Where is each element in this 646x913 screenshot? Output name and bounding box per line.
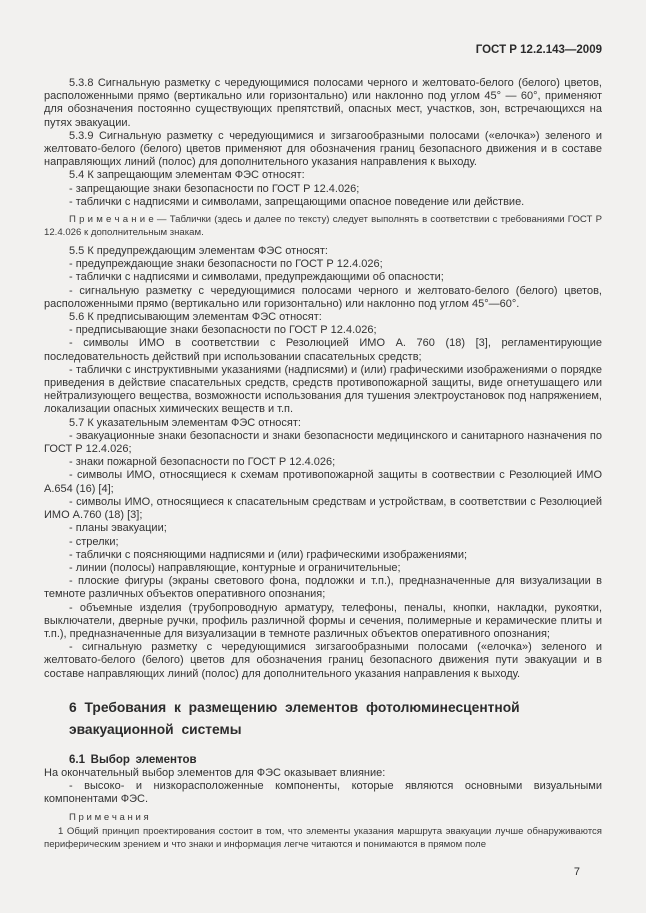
list-item: - запрещающие знаки безопасности по ГОСТ Р 12.4.026;: [69, 182, 360, 195]
subsection-6-1-heading: 6.1 Выбор элементов: [69, 753, 197, 766]
paragraph-5-7: 5.7 К указательным элементам ФЭС относят:: [69, 416, 301, 429]
paragraph-5-3-9: 5.3.9 Сигнальную разметку с чередующимися и зигзагообразными полосами («елочка») зеленого и желтовато-белого (белого) цветов применяют для обозначения границ безопасного движения и в составе направляющих линий (полос) для дополнительного указания направления к выходу.: [44, 129, 602, 169]
section-6-heading: 6 Требования к размещению элементов фотолюминесцентной эвакуационной системы: [69, 699, 520, 737]
list-item: - таблички с поясняющими надписями и (или) графическими изображениями;: [69, 548, 468, 561]
list-item: - планы эвакуации;: [69, 522, 167, 535]
list-item: - символы ИМО в соответствии с Резолюцией ИМО А. 760 (18) [3], регламентирующие последовательность действий при использовании спасательных средств;: [44, 337, 602, 363]
paragraph-5-6: 5.6 К предписывающим элементам ФЭС относят:: [69, 311, 322, 324]
list-item: - высоко- и низкорасположенные компоненты, которые являются основными визуальными компонентами ФЭС.: [44, 779, 602, 806]
list-item: - сигнальную разметку с чередующимися полосами черного и желтовато-белого (белого) цветов, расположенными прямо (вертикально или горизонтально) или наклонно под углом 45°—60°.: [44, 284, 602, 310]
list-item: - плоские фигуры (экраны светового фона, подложки и т.п.), предназначенные для визуализации в темноте различных объектов оперативного опознания;: [44, 575, 602, 601]
paragraph-6-1-intro: На окончательный выбор элементов для ФЭС оказывает влияние:: [44, 766, 386, 779]
list-item: - предписывающие знаки безопасности по ГОСТ Р 12.4.026;: [69, 324, 377, 337]
paragraph-5-5: 5.5 К предупреждающим элементам ФЭС относят:: [69, 245, 328, 258]
note-1: 1 Общий принцип проектирования состоит в том, что элементы указания маршрута эвакуации лучше обнаруживаются периферическим зрением и что знаки и информация легче читаются и понимаются в прямом поле: [44, 825, 602, 850]
list-item: - линии (полосы) направляющие, контурные и ограничительные;: [69, 561, 401, 574]
list-item: - предупреждающие знаки безопасности по ГОСТ Р 12.4.026;: [69, 258, 383, 271]
list-item: - эвакуационные знаки безопасности и знаки безопасности медицинского и санитарного назначения по ГОСТ Р 12.4.026;: [44, 429, 602, 456]
page-number: 7: [573, 866, 580, 879]
notes-block: [44, 812, 602, 851]
notes-label: П р и м е ч а н и я: [69, 812, 149, 824]
paragraph-5-4: 5.4 К запрещающим элементам ФЭС относят:: [69, 169, 305, 182]
paragraph-5-3-8: 5.3.8 Сигнальную разметку с чередующимися полосами черного и желтовато-белого (белого) цветов, расположенными прямо (вертикально или горизонтально) или наклонно под углом 45° — 60°, применяют для обозначения постоянно существующих препятствий, опасных мест, участков, зон, встречающихся на путях эвакуации.: [44, 77, 602, 129]
list-item: - стрелки;: [69, 535, 119, 548]
list-item: - знаки пожарной безопасности по ГОСТ Р 12.4.026;: [69, 456, 336, 469]
list-item: - таблички с инструктивными указаниями (надписями) и (или) графическими изображениями о порядке приведения в действие спасательных средств, средств противопожарной защиты, виде огнетушащего или нейтрализующего вещества, возможности использования для тушения электроустановок под напряжением, локализации опасных химических веществ и т.п.: [44, 363, 602, 416]
list-item: - объемные изделия (трубопроводную арматуру, телефоны, пеналы, кнопки, накладки, рукоятки, выключатели, дверные ручки, профиль различной формы и сечения, полимерные и керамические плиты и т.п.), предназначенные для визуализации в темноте различных объектов оперативного опознания;: [44, 601, 602, 640]
list-item: - символы ИМО, относящиеся к спасательным средствам и устройствам, в соответствии с Резолюцией ИМО А.760 (18) [3];: [44, 495, 602, 522]
note-paragraph: П р и м е ч а н и е — Таблички (здесь и далее по тексту) следует выполнять в соответствии с требованиями ГОСТ Р 12.4.026 к дополнительным знакам.: [44, 214, 602, 238]
list-item: - символы ИМО, относящиеся к схемам противопожарной защиты в соотвествии с Резолюцией ИМО А.654 (16) [4];: [44, 469, 602, 495]
document-code-header: ГОСТ Р 12.2.143—2009: [475, 44, 602, 56]
list-item: - таблички с надписями и символами, предупреждающими об опасности;: [69, 271, 444, 284]
list-item: - сигнальную разметку с чередующимися зигзагообразными полосами («елочка») зеленого и желтовато-белого (белого) цветов для обозначения границ безопасного движения пути эвакуации и в составе направляющих линий (полос) для дополнительного указания направления к выходу.: [44, 641, 602, 680]
list-item: - таблички с надписями и символами, запрещающими опасное поведение или действие.: [69, 195, 525, 208]
